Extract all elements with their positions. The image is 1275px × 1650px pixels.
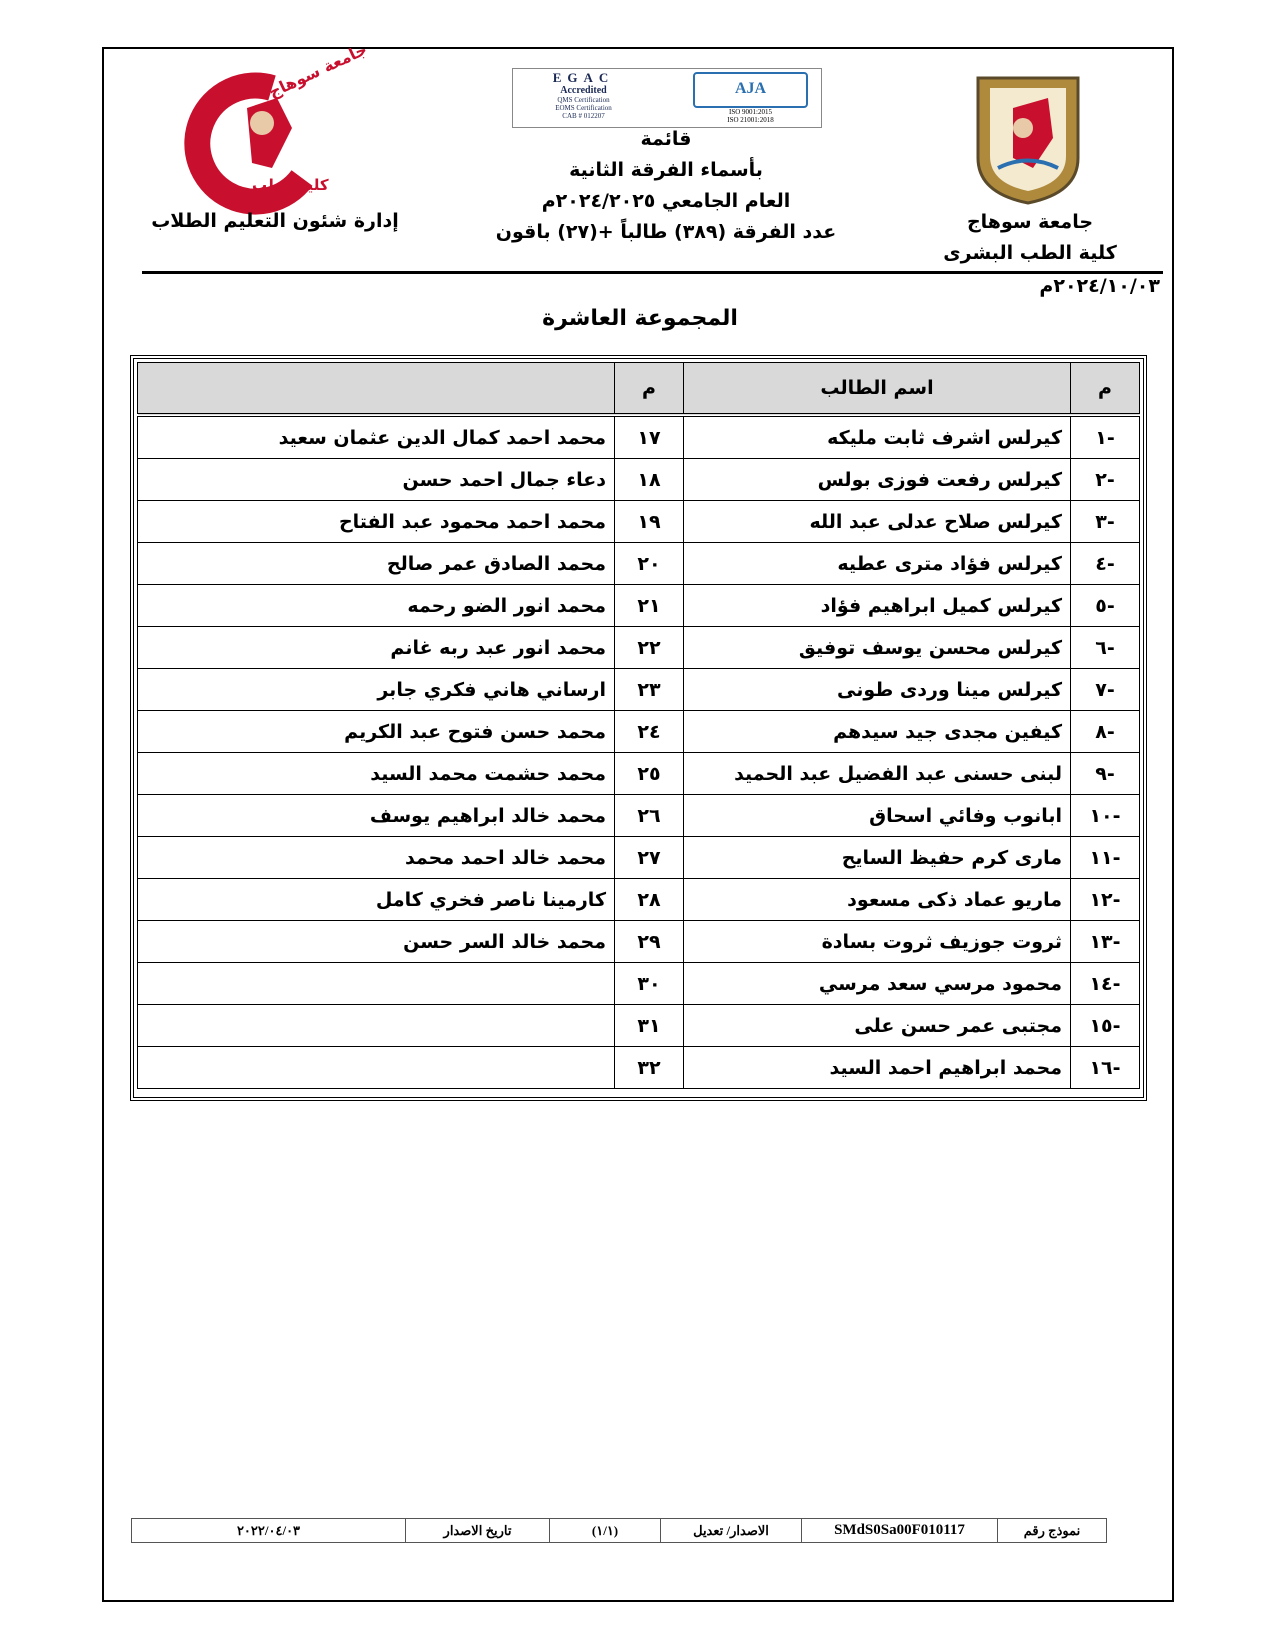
title-line-1: قائمة (640, 128, 692, 150)
row-number: -٩ (1071, 753, 1140, 795)
student-name: كيرلس صلاح عدلى عبد الله (684, 501, 1071, 543)
table-row (138, 963, 1140, 1005)
row-number: ٢٨ (615, 879, 684, 921)
student-name: كيرلس اشرف ثابت مليكه (684, 415, 1071, 459)
table-row (138, 711, 1140, 753)
row-number: ٢٢ (615, 627, 684, 669)
row-number: -١٤ (1071, 963, 1140, 1005)
student-name: محمد ابراهيم احمد السيد (684, 1047, 1071, 1089)
student-name: لبنى حسنى عبد الفضيل عبد الحميد (684, 753, 1071, 795)
row-number: -٣ (1071, 501, 1140, 543)
header-num-2: م (615, 363, 684, 416)
student-name: مارى كرم حفيظ السايح (684, 837, 1071, 879)
row-number: ٢٥ (615, 753, 684, 795)
table-row (138, 921, 1140, 963)
table-row (138, 795, 1140, 837)
student-name: ماريو عماد ذكى مسعود (684, 879, 1071, 921)
svg-text:كلية الطب: كلية الطب (252, 176, 329, 194)
row-number: -١٠ (1071, 795, 1140, 837)
student-name: كيفين مجدى جيد سيدهم (684, 711, 1071, 753)
table-row (138, 1047, 1140, 1089)
header-name-2 (138, 363, 615, 416)
svg-text:جامعة سوهاج: جامعة سوهاج (265, 39, 370, 102)
student-name: ارساني هاني فكري جابر (138, 669, 615, 711)
row-number: ٢١ (615, 585, 684, 627)
student-name: كيرلس كميل ابراهيم فؤاد (684, 585, 1071, 627)
table-row (138, 879, 1140, 921)
department-name: إدارة شئون التعليم الطلاب (151, 210, 399, 232)
row-number: -١٦ (1071, 1047, 1140, 1089)
student-name: مجتبى عمر حسن على (684, 1005, 1071, 1047)
title-line-2: بأسماء الفرقة الثانية (569, 159, 763, 181)
faculty-name: كلية الطب البشرى (943, 242, 1117, 264)
student-name: محمد خالد ابراهيم يوسف (138, 795, 615, 837)
student-name (138, 1047, 615, 1089)
row-number: -١ (1071, 415, 1140, 459)
row-number: ١٩ (615, 501, 684, 543)
student-name: محمد خالد احمد محمد (138, 837, 615, 879)
row-number: ٣٢ (615, 1047, 684, 1089)
table-row (138, 1005, 1140, 1047)
student-name: كارمينا ناصر فخري كامل (138, 879, 615, 921)
row-number: -٧ (1071, 669, 1140, 711)
edition-value: (١/١) (549, 1519, 660, 1542)
title-line-4: عدد الفرقة (٣٨٩) طالباً +(٢٧) باقون (495, 221, 837, 243)
student-name: كيرلس محسن يوسف توفيق (684, 627, 1071, 669)
student-name: محمد خالد السر حسن (138, 921, 615, 963)
table-row (138, 415, 1140, 459)
student-name: كيرلس مينا وردى طونى (684, 669, 1071, 711)
form-number-label: نموذج رقم (997, 1519, 1106, 1542)
row-number: ٢٧ (615, 837, 684, 879)
aja-badge: AJA ISO 9001:2015 ISO 21001:2018 (693, 72, 808, 124)
issue-date: ٢٠٢٢/٠٤/٠٣ (236, 1522, 301, 1538)
table-row (138, 669, 1140, 711)
student-name: محمد الصادق عمر صالح (138, 543, 615, 585)
student-name: محمود مرسي سعد مرسي (684, 963, 1071, 1005)
student-name: محمد احمد كمال الدين عثمان سعيد (138, 415, 615, 459)
table-row (138, 459, 1140, 501)
student-name: محمد احمد محمود عبد الفتاح (138, 501, 615, 543)
student-name (138, 1005, 615, 1047)
table-row (138, 543, 1140, 585)
egac-badge: EGAC Accredited QMS Certification EOMS Certification CAB # 012207 (552, 70, 615, 120)
table-row (138, 627, 1140, 669)
student-name: ثروت جوزيف ثروت بسادة (684, 921, 1071, 963)
document-date: ٢٠٢٤/١٠/٠٣م (1039, 275, 1160, 297)
form-footer (131, 1518, 1107, 1543)
header-divider (142, 271, 1163, 274)
row-number: -٦ (1071, 627, 1140, 669)
student-name: ابانوب وفائي اسحاق (684, 795, 1071, 837)
row-number: ١٧ (615, 415, 684, 459)
row-number: -٤ (1071, 543, 1140, 585)
row-number: ٢٠ (615, 543, 684, 585)
university-name: جامعة سوهاج (966, 211, 1094, 233)
row-number: -١٥ (1071, 1005, 1140, 1047)
row-number: -٨ (1071, 711, 1140, 753)
row-number: ٢٤ (615, 711, 684, 753)
student-name: محمد انور عبد ربه غانم (138, 627, 615, 669)
table-header-row (138, 363, 1140, 416)
row-number: ٢٩ (615, 921, 684, 963)
row-number: ٢٣ (615, 669, 684, 711)
row-number: ٣١ (615, 1005, 684, 1047)
issue-date-label: تاريخ الاصدار (405, 1519, 549, 1542)
form-code: SMdS0Sa00F010117 (801, 1519, 997, 1542)
row-number: -٥ (1071, 585, 1140, 627)
header-num: م (1071, 363, 1140, 416)
edition-label: الاصدار/ تعديل (660, 1519, 801, 1542)
faculty-logo (152, 39, 370, 200)
table-row (138, 753, 1140, 795)
row-number: ٢٦ (615, 795, 684, 837)
accreditation-badges (512, 68, 822, 128)
table-row (138, 585, 1140, 627)
student-name: محمد انور الضو رحمه (138, 585, 615, 627)
student-name: كيرلس فؤاد مترى عطيه (684, 543, 1071, 585)
student-name (138, 963, 615, 1005)
row-number: -٢ (1071, 459, 1140, 501)
row-number: ٣٠ (615, 963, 684, 1005)
university-emblem (968, 68, 1088, 206)
group-title: المجموعة العاشرة (542, 306, 738, 331)
title-line-3: العام الجامعي ٢٠٢٤/٢٠٢٥م (541, 190, 791, 212)
students-table (130, 355, 1147, 1101)
student-name: محمد حشمت محمد السيد (138, 753, 615, 795)
student-name: محمد حسن فتوح عبد الكريم (138, 711, 615, 753)
row-number: ١٨ (615, 459, 684, 501)
row-number: -١٢ (1071, 879, 1140, 921)
student-name: دعاء جمال احمد حسن (138, 459, 615, 501)
table-row (138, 501, 1140, 543)
table-row (138, 837, 1140, 879)
student-name: كيرلس رفعت فوزى بولس (684, 459, 1071, 501)
row-number: -١٣ (1071, 921, 1140, 963)
row-number: -١١ (1071, 837, 1140, 879)
header-name: اسم الطالب (684, 363, 1071, 416)
